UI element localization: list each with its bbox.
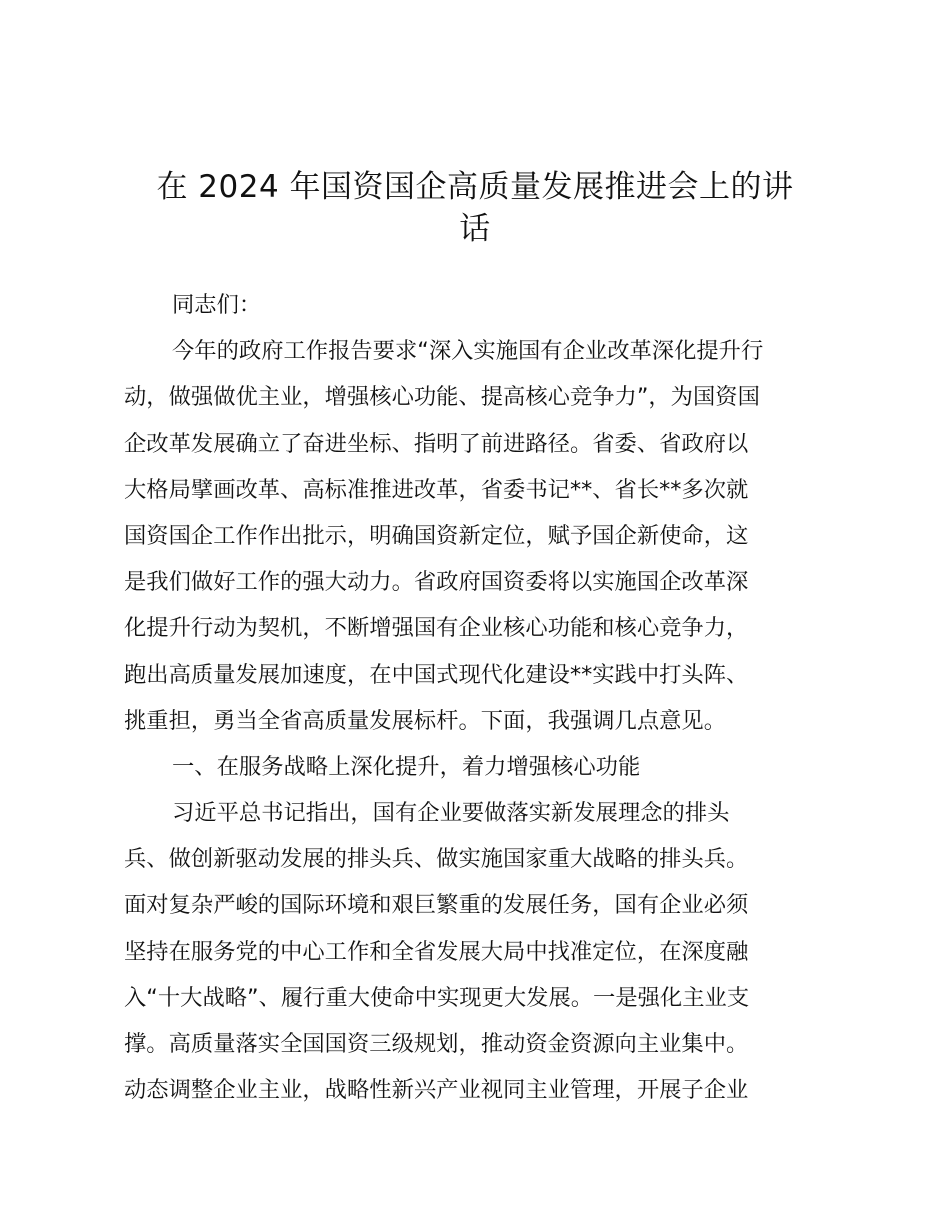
paragraph-line: 入“十大战略”、履行重大使命中实现更大发展。一是强化主业支 [124,984,750,1011]
paragraph-line: 兵、做创新驱动发展的排头兵、做实施国家重大战略的排头兵。 [124,846,749,873]
document-body [124,282,830,1113]
paragraph-line: 挑重担，勇当全省高质量发展标杆。下面，我强调几点意见。 [124,707,727,734]
paragraph-line: 动态调整企业主业，战略性新兴产业视同主业管理，开展子企业 [124,1077,749,1104]
paragraph-line: 跑出高质量发展加速度，在中国式现代化建设**实践中打头阵、 [124,661,749,688]
paragraph-line: 国资国企工作作出批示，明确国资新定位，赋予国企新使命，这 [124,522,749,549]
paragraph-line: 是我们做好工作的强大动力。省政府国资委将以实施国企改革深 [124,569,749,596]
paragraph-line: 撑。高质量落实全国国资三级规划，推动资金资源向主业集中。 [124,1031,749,1057]
paragraph-line: 今年的政府工作报告要求“深入实施国有企业改革深化提升行 [172,338,764,365]
paragraph-line: 坚持在服务党的中心工作和全省发展大局中找准定位，在深度融 [124,938,749,965]
salutation: 同志们： [172,292,262,318]
title-line-1: 在 2024 年国资国企高质量发展推进会上的讲 [156,169,794,205]
document-title [120,166,830,250]
paragraph-line: 企改革发展确立了奋进坐标、指明了前进路径。省委、省政府以 [124,430,749,457]
paragraph-line: 化提升行动为契机，不断增强国有企业核心功能和核心竞争力， [124,615,749,642]
title-line-2: 话 [459,211,491,247]
paragraph-line: 动，做强做优主业，增强核心功能、提高核心竞争力”，为国资国 [124,384,760,411]
paragraph-line: 大格局擘画改革、高标准推进改革，省委书记**、省长**多次就 [124,476,749,503]
section-heading: 一、在服务战略上深化提升，着力增强核心功能 [172,753,641,780]
paragraph-line: 习近平总书记指出，国有企业要做落实新发展理念的排头 [172,800,730,827]
paragraph-line: 面对复杂严峻的国际环境和艰巨繁重的发展任务，国有企业必须 [124,892,749,919]
